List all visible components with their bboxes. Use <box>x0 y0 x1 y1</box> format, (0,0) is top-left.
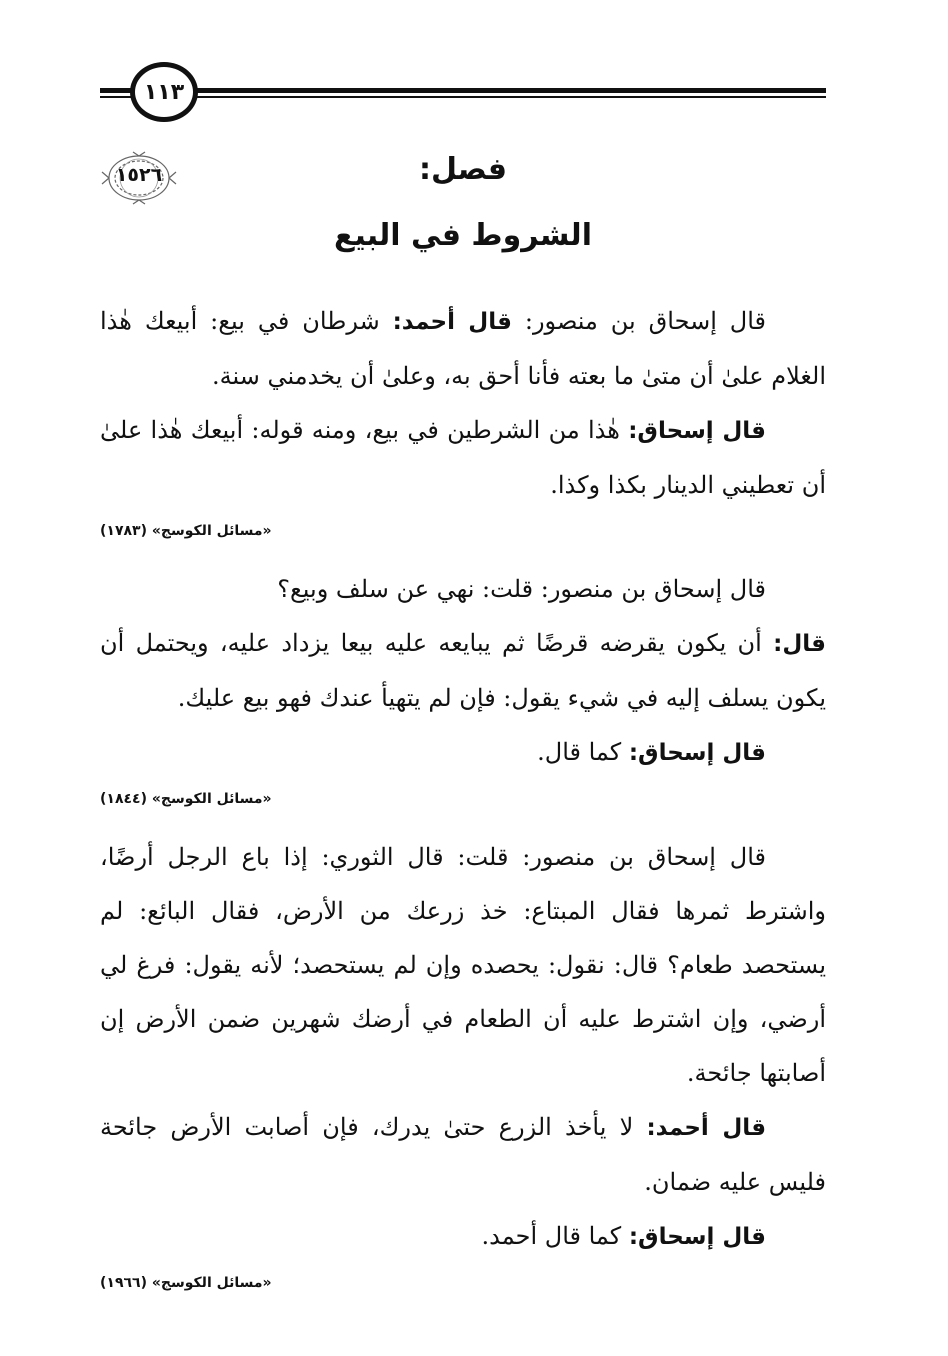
paragraph-text: قال إسحاق بن منصور: قلت: نهي عن سلف وبيع؟ <box>277 575 766 603</box>
paragraph-text: قال إسحاق بن منصور: <box>511 307 767 335</box>
paragraph-text: لا يأخذ الزرع حتىٰ يدرك، فإن أصابت الأرض جائحة فليس عليه ضمان. <box>100 1113 826 1196</box>
paragraph <box>100 403 826 512</box>
paragraph-text: كما قال أحمد. <box>481 1222 629 1250</box>
paragraph-text: هٰذا من الشرطين في بيع، ومنه قوله: أبيعك هٰذا علىٰ أن تعطيني الدينار بكذا وكذا. <box>100 416 826 499</box>
paragraph-text: قال إسحاق بن منصور: قلت: قال الثوري: إذا باع الرجل أرضًا، واشترط ثمرها فقال المبتاع: خذ زرعك من الأرض، فقال البائع: لم يستحصد طعام؟ قال: نقول: يحصده وإن لم يستحصد؛ لأنه يقول: فرغ لي أرضي، وإن اشترط عليه أن الطعام في أرضك شهرين ضمن الأرض إن أصابتها جائحة. <box>100 843 826 1087</box>
paragraph-text: أن يكون يقرضه قرضًا ثم يبايعه عليه بيعا يزداد عليه، ويحتمل أن يكون يسلف إليه في شيء يقول: فإن لم يتهيأ عندك فهو بيع عليك. <box>100 629 826 712</box>
header-rule-thick <box>100 88 826 93</box>
paragraph <box>100 830 826 1100</box>
paragraph-text: كما قال. <box>537 738 629 766</box>
section-title: فصل: <box>419 152 507 187</box>
source-citation: «مسائل الكوسج» (١٩٦٦) <box>100 1275 272 1291</box>
paragraph <box>100 725 826 780</box>
source-citation: «مسائل الكوسج» (١٨٤٤) <box>100 791 272 807</box>
source-citation: «مسائل الكوسج» (١٧٨٣) <box>100 523 272 539</box>
page-body <box>100 294 826 1314</box>
paragraph <box>100 1100 826 1209</box>
entry-number: ١٥٢٦ <box>115 164 163 186</box>
paragraph <box>100 1209 826 1264</box>
section-subtitle: الشروط في البيع <box>334 218 592 253</box>
paragraph <box>100 562 826 616</box>
header-rule-thin <box>100 96 826 98</box>
speaker-label: قال إسحاق: <box>628 1224 766 1250</box>
speaker-label: قال أحمد: <box>646 1115 767 1141</box>
paragraph <box>100 294 826 403</box>
speaker-label: قال أحمد: <box>392 309 512 335</box>
paragraph <box>100 616 826 725</box>
speaker-label: قال إسحاق: <box>628 418 766 444</box>
page-number: ١١٣ <box>130 62 198 122</box>
speaker-label: قال إسحاق: <box>628 740 766 766</box>
page-header <box>100 62 826 126</box>
speaker-label: قال: <box>773 631 826 657</box>
paragraph-text: شرطان في بيع: أبيعك هٰذا الغلام علىٰ أن متىٰ ما بعته فأنا أحق به، وعلىٰ أن يخدمني سنة. <box>100 307 826 390</box>
